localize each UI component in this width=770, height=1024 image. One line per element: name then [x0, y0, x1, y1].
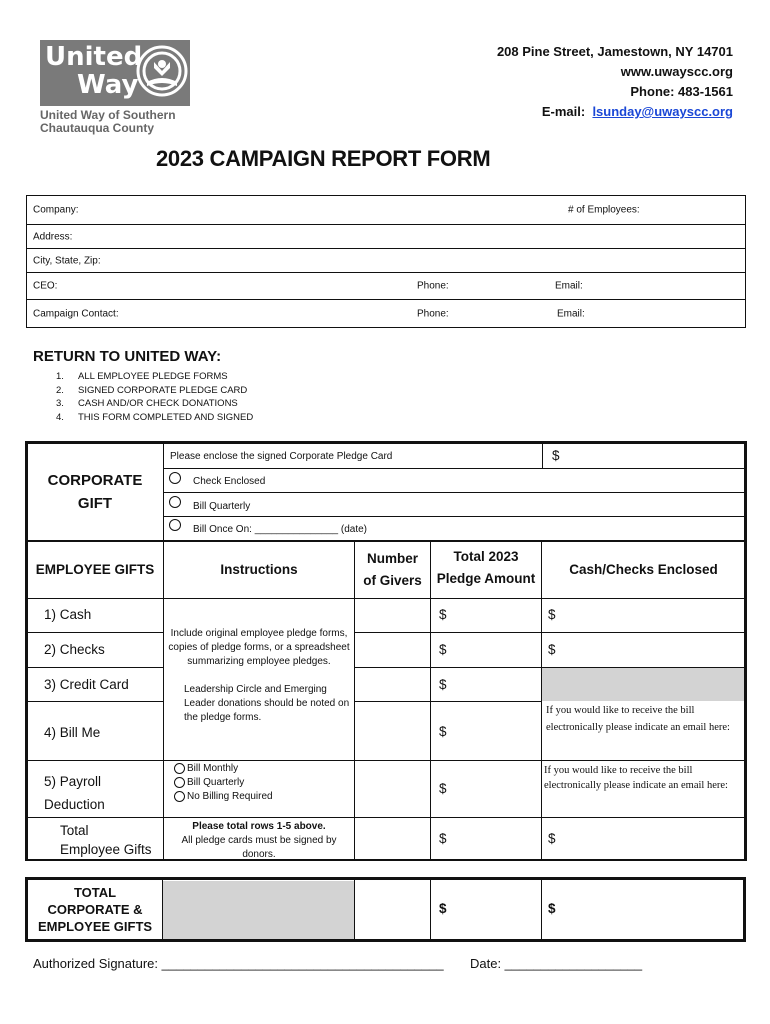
credit-card-shaded-cell [542, 668, 745, 701]
corporate-label-line2: GIFT [77, 495, 113, 512]
email-note-line2: electronically please indicate an email here: [546, 722, 730, 733]
instruction-line: the pledge forms. [184, 712, 262, 723]
corporate-label-line1: CORPORATE [47, 472, 143, 489]
city-label: City, State, Zip: [33, 255, 101, 266]
contact-block [497, 42, 733, 122]
bill-monthly-radio[interactable] [174, 763, 185, 774]
logo-way-text: Way [77, 70, 139, 100]
contact-phone-label: Phone: [417, 308, 449, 319]
grand-total-shaded-cell [163, 881, 354, 940]
employees-label: # of Employees: [568, 204, 640, 216]
org-name [40, 109, 176, 135]
instructions-pledge-forms [164, 627, 354, 669]
table-border-top [25, 441, 746, 444]
divider [430, 880, 431, 940]
checks-enclosed-dollar: $ [548, 642, 556, 657]
payroll-line1: 5) Payroll [44, 774, 102, 789]
givers-header-line1: Number [366, 551, 418, 566]
table-border-bottom [25, 859, 746, 861]
billme-email-note [546, 703, 730, 735]
ceo-email-label: Email: [555, 280, 583, 292]
checks-row-label: 2) Checks [44, 642, 105, 657]
cash-header: Cash/Checks Enclosed [569, 562, 718, 577]
contact-email-label: Email: [557, 308, 585, 319]
billme-row-label: 4) Bill Me [44, 725, 101, 740]
address: 208 Pine Street, Jamestown, NY 14701 [496, 44, 733, 59]
email-link[interactable]: lsunday@uwayscc.org [592, 104, 733, 119]
divider [163, 468, 745, 469]
email-note-line1: If you would like to receive the bill [546, 705, 695, 716]
return-list [56, 370, 253, 424]
list-item: 2. SIGNED CORPORATE PLEDGE CARD [56, 384, 248, 396]
divider [25, 540, 746, 542]
email-label: E-mail: [541, 104, 586, 119]
address-label: Address: [33, 231, 73, 242]
payroll-email-note [544, 763, 728, 793]
email-note-line2: electronically please indicate an email here: [544, 780, 728, 791]
divider [25, 598, 746, 599]
ceo-row[interactable] [27, 273, 745, 300]
instructions-total [164, 820, 354, 862]
total-line2: Employee Gifts [60, 842, 152, 857]
website: www.uwayscc.org [620, 64, 733, 79]
givers-header-line2: of Givers [363, 573, 422, 588]
checks-pledge-dollar: $ [439, 642, 447, 657]
ceo-label: CEO: [33, 280, 58, 292]
divider [163, 542, 164, 860]
billme-pledge-dollar: $ [439, 724, 447, 739]
corporate-dollar: $ [552, 448, 560, 463]
no-billing-radio[interactable] [174, 791, 185, 802]
cash-pledge-dollar: $ [439, 607, 447, 622]
email-line [497, 102, 733, 122]
email-note-line1: If you would like to receive the bill [544, 765, 693, 776]
logo-united-text: United [45, 42, 143, 72]
cash-row-label: 1) Cash [44, 607, 92, 622]
grand-total-label [28, 884, 162, 935]
divider [25, 667, 163, 668]
divider [163, 492, 745, 493]
city-row[interactable] [27, 249, 745, 273]
divider [25, 701, 163, 702]
instruction-line: summarizing employee pledges. [187, 656, 331, 667]
divider [541, 880, 542, 940]
return-title: RETURN TO UNITED WAY: [33, 348, 222, 365]
grand-line2: CORPORATE & [47, 902, 143, 917]
form-title: 2023 CAMPAIGN REPORT FORM [156, 146, 491, 171]
divider [162, 880, 163, 940]
total-line1: Total [60, 823, 89, 838]
company-info-table [26, 195, 746, 328]
check-enclosed-label: Check Enclosed [193, 476, 266, 487]
list-item: 1. ALL EMPLOYEE PLEDGE FORMS [56, 371, 228, 382]
instruction-line: Leadership Circle and Emerging [184, 684, 327, 695]
payroll-pledge-dollar: $ [439, 781, 447, 796]
cash-enclosed-dollar: $ [548, 607, 556, 622]
divider [354, 880, 355, 940]
grand-line1: TOTAL [73, 885, 117, 900]
instruction-line: Please total rows 1-5 above. [192, 821, 326, 832]
total-row-label [60, 821, 152, 859]
divider [354, 701, 542, 702]
org-name-line2: Chautauqua County [40, 121, 154, 135]
authorized-signature-field[interactable]: Authorized Signature: _______________________________________ [33, 956, 444, 971]
divider [25, 760, 746, 761]
grand-line3: EMPLOYEE GIFTS [37, 919, 153, 934]
total-enclosed-dollar: $ [548, 831, 556, 846]
enclose-card-text: Please enclose the signed Corporate Pledge Card [170, 451, 393, 462]
credit-pledge-dollar: $ [439, 677, 447, 692]
pledge-header [431, 546, 541, 590]
hand-person-rainbow-icon [135, 44, 189, 98]
org-name-line1: United Way of Southern [40, 108, 176, 122]
divider [163, 516, 745, 517]
credit-row-label: 3) Credit Card [44, 677, 129, 692]
grand-pledge-dollar: $ [439, 901, 447, 916]
no-billing-label: No Billing Required [187, 791, 273, 802]
address-row[interactable] [27, 225, 745, 249]
instruction-line: copies of pledge forms, or a spreadsheet [168, 642, 350, 653]
bill-once-label: Bill Once On: _______________ (date) [193, 524, 368, 535]
divider [354, 632, 745, 633]
payroll-line2: Deduction [44, 797, 105, 812]
instructions-leadership [184, 683, 349, 725]
instruction-line: Include original employee pledge forms, [170, 628, 348, 639]
instruction-line: donors. [242, 849, 276, 860]
list-item: 4. THIS FORM COMPLETED AND SIGNED [56, 411, 254, 423]
pledge-header-line2: Pledge Amount [436, 571, 536, 586]
corporate-gift-label [28, 469, 162, 515]
instructions-header: Instructions [220, 562, 298, 577]
employee-gifts-header: EMPLOYEE GIFTS [35, 562, 155, 577]
payroll-row-label [44, 770, 105, 816]
bill-quarterly-radio[interactable] [169, 496, 181, 508]
pledge-header-line1: Total 2023 [453, 549, 519, 564]
ceo-phone-label: Phone: [417, 280, 449, 292]
divider [25, 877, 746, 880]
instruction-line: All pledge cards must be signed by [181, 835, 337, 846]
company-row[interactable] [27, 196, 745, 225]
grand-enclosed-dollar: $ [548, 901, 556, 916]
payroll-bill-quarterly-radio[interactable] [174, 777, 185, 788]
bill-once-radio[interactable] [169, 519, 181, 531]
divider [25, 632, 163, 633]
phone: Phone: 483-1561 [630, 84, 733, 99]
divider [25, 817, 746, 818]
divider [354, 667, 745, 668]
company-label: Company: [33, 204, 79, 216]
list-item: 3. CASH AND/OR CHECK DONATIONS [56, 398, 238, 410]
bill-quarterly-label: Bill Quarterly [193, 501, 251, 512]
contact-label: Campaign Contact: [33, 308, 119, 319]
instruction-line: Leader donations should be noted on [184, 698, 350, 709]
contact-row[interactable] [27, 300, 745, 327]
date-field[interactable]: Date: ___________________ [470, 956, 643, 971]
payroll-bill-quarterly-label: Bill Quarterly [187, 777, 245, 788]
divider [743, 877, 746, 942]
bill-monthly-label: Bill Monthly [187, 763, 239, 774]
check-enclosed-radio[interactable] [169, 472, 181, 484]
table-border-right [744, 441, 747, 861]
givers-header [355, 548, 430, 592]
total-pledge-dollar: $ [439, 831, 447, 846]
divider [542, 443, 543, 468]
divider [25, 939, 746, 942]
